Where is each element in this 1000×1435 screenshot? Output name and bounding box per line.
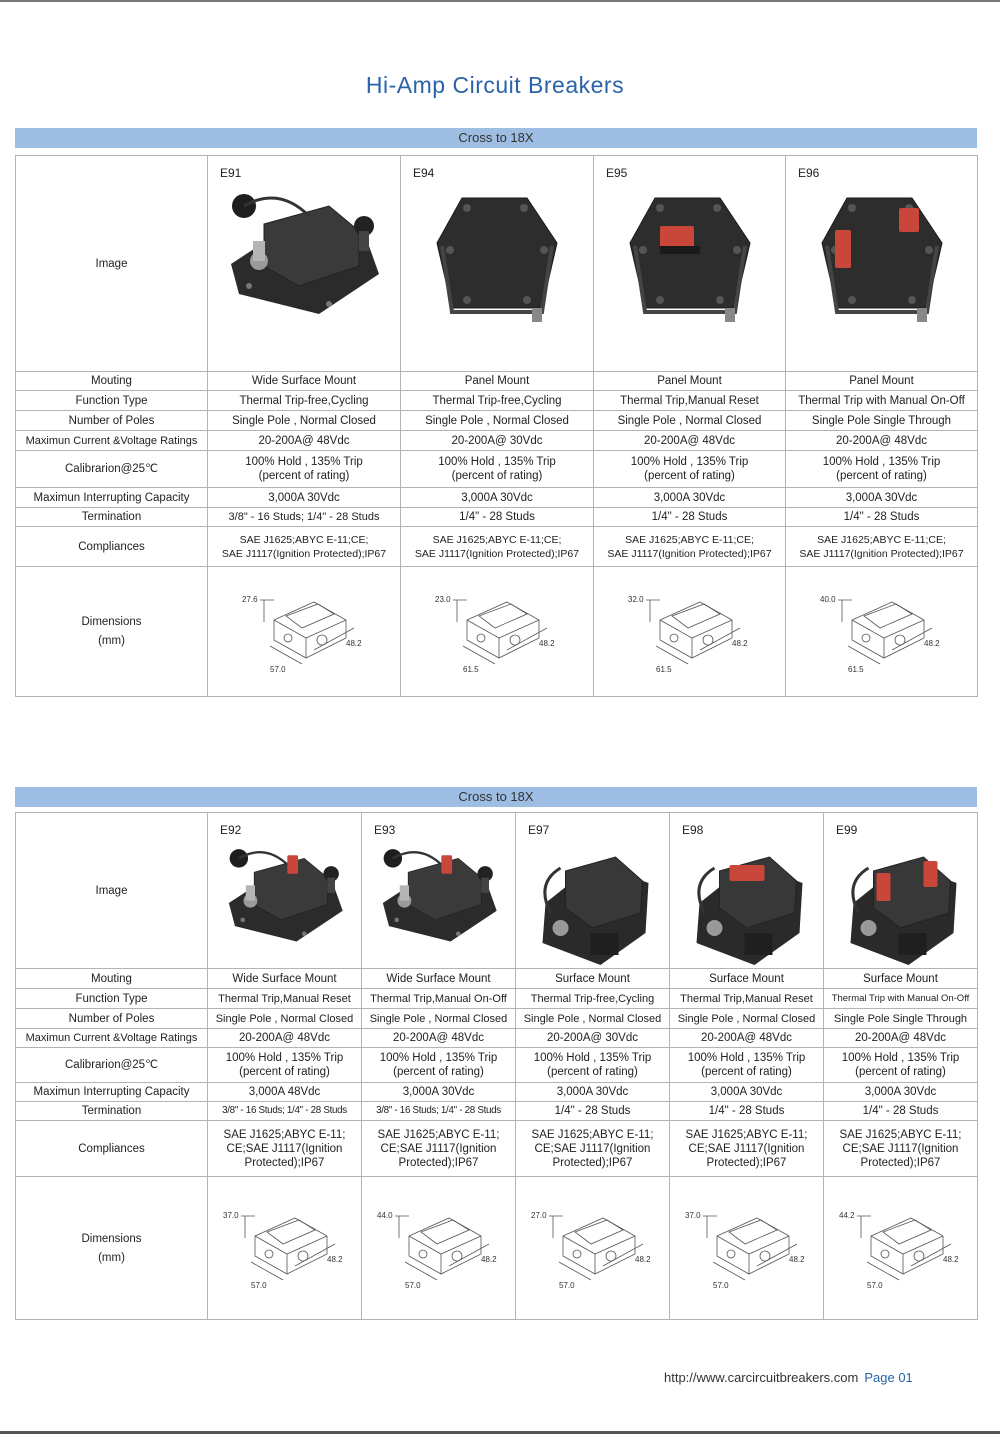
calibration-line: (percent of rating)	[547, 1066, 638, 1078]
table-2-header: Cross to 18X	[15, 787, 977, 807]
cell-termination: 3/8" - 16 Studs; 1/4" - 28 Studs	[208, 1102, 362, 1121]
cell-rating: 20-200A@ 48Vdc	[362, 1029, 516, 1048]
cell-rating: 20-200A@ 48Vdc	[594, 431, 786, 451]
dim-width: 48.2	[942, 1255, 959, 1264]
row-label-rating: Maximun Current &Voltage Ratings	[16, 1029, 208, 1048]
dimension-drawing	[831, 1196, 971, 1296]
table-1-header: Cross to 18X	[15, 128, 977, 148]
model-label: E95	[606, 166, 628, 180]
dimension-drawing	[369, 1196, 509, 1296]
row-label-poles: Number of Poles	[16, 1009, 208, 1029]
product-image-cell	[208, 156, 401, 372]
dim-height: 32.0	[627, 594, 644, 604]
cell-interrupting: 3,000A 48Vdc	[208, 1083, 362, 1102]
model-label: E94	[413, 166, 435, 180]
cell-mounting: Surface Mount	[516, 969, 670, 989]
row-label-dimensions	[16, 1177, 208, 1320]
dim-width: 48.2	[346, 638, 362, 648]
page-title: Hi-Amp Circuit Breakers	[365, 72, 625, 98]
dim-length: 61.5	[655, 664, 672, 674]
footer	[664, 1370, 913, 1385]
cell-rating: 20-200A@ 48Vdc	[670, 1029, 824, 1048]
cell-compliances	[670, 1121, 824, 1177]
cell-mounting: Surface Mount	[670, 969, 824, 989]
breaker-surface-reset-icon	[684, 843, 809, 968]
dim-width: 48.2	[326, 1255, 343, 1264]
row-label-image: Image	[16, 813, 208, 969]
cell-calibration	[516, 1048, 670, 1083]
row-label-poles: Number of Poles	[16, 411, 208, 431]
bottom-rule	[0, 1431, 1000, 1434]
cell-termination: 1/4" - 28 Studs	[670, 1102, 824, 1121]
compliance-line: SAE J1625;ABYC E-11;	[531, 1128, 654, 1141]
product-image-cell	[594, 156, 786, 372]
cell-poles: Single Pole , Normal Closed	[516, 1009, 670, 1029]
dim-height: 37.0	[684, 1211, 701, 1220]
row-label-rating: Maximun Current &Voltage Ratings	[16, 431, 208, 451]
cell-interrupting: 3,000A 30Vdc	[594, 488, 786, 508]
compliance-line: SAE J1625;ABYC E-11;	[685, 1128, 808, 1141]
cell-interrupting: 3,000A 30Vdc	[824, 1083, 978, 1102]
model-label: E93	[374, 823, 396, 837]
compliance-line: Protected);IP67	[398, 1156, 479, 1169]
cell-dimensions	[401, 567, 594, 697]
compliance-line: SAE J1625;ABYC E-11;	[839, 1128, 962, 1141]
cell-mounting: Wide Surface Mount	[208, 969, 362, 989]
row-label-termination: Termination	[16, 1102, 208, 1121]
cell-poles: Single Pole , Normal Closed	[594, 411, 786, 431]
cell-compliances	[516, 1121, 670, 1177]
compliance-line: SAE J1625;ABYC E-11;CE;	[239, 533, 369, 546]
dimensions-unit: (mm)	[98, 635, 125, 647]
compliance-line: SAE J1625;ABYC E-11;	[223, 1128, 346, 1141]
model-label: E91	[220, 166, 242, 180]
row-label-compliances: Compliances	[16, 527, 208, 567]
cell-compliances	[594, 527, 786, 567]
cell-function: Thermal Trip with Manual On-Off	[786, 391, 978, 411]
calibration-line: (percent of rating)	[393, 1066, 484, 1078]
cell-interrupting: 3,000A 30Vdc	[786, 488, 978, 508]
row-label-interrupting: Maximun Interrupting Capacity	[16, 488, 208, 508]
row-label-image: Image	[16, 156, 208, 372]
calibration-line: (percent of rating)	[836, 470, 927, 482]
dim-height: 44.0	[376, 1211, 393, 1220]
cell-dimensions	[786, 567, 978, 697]
cell-compliances	[786, 527, 978, 567]
row-label-termination: Termination	[16, 508, 208, 527]
cell-compliances	[824, 1121, 978, 1177]
dim-width: 48.2	[539, 638, 555, 648]
compliance-line: SAE J1625;ABYC E-11;CE;	[817, 533, 946, 546]
cell-interrupting: 3,000A 30Vdc	[670, 1083, 824, 1102]
cell-rating: 20-200A@ 30Vdc	[401, 431, 594, 451]
cell-dimensions	[208, 567, 401, 697]
compliance-line: SAE J1117(Ignition Protected);IP67	[799, 547, 964, 560]
cell-interrupting: 3,000A 30Vdc	[516, 1083, 670, 1102]
dim-width: 48.2	[788, 1255, 805, 1264]
cell-termination: 1/4" - 28 Studs	[594, 508, 786, 527]
cell-poles: Single Pole Single Through	[824, 1009, 978, 1029]
dim-width: 48.2	[480, 1255, 497, 1264]
cell-poles: Single Pole , Normal Closed	[208, 1009, 362, 1029]
dim-width: 48.2	[634, 1255, 651, 1264]
compliance-line: Protected);IP67	[552, 1156, 633, 1169]
breaker-surface-onoff-icon	[838, 843, 963, 968]
dim-length: 57.0	[270, 664, 286, 674]
dimension-drawing	[812, 580, 952, 680]
calibration-line: 100% Hold , 135% Trip	[379, 1052, 498, 1064]
cell-termination: 1/4" - 28 Studs	[824, 1102, 978, 1121]
row-label-function: Function Type	[16, 391, 208, 411]
product-image-cell	[670, 813, 824, 969]
dim-length: 57.0	[404, 1281, 421, 1290]
cell-function: Thermal Trip-free,Cycling	[516, 989, 670, 1009]
calibration-line: 100% Hold , 135% Trip	[533, 1052, 652, 1064]
dim-length: 57.0	[558, 1281, 575, 1290]
row-label-calibration: Calibrarion@25℃	[16, 1048, 208, 1083]
calibration-line: 100% Hold , 135% Trip	[841, 1052, 960, 1064]
cell-rating: 20-200A@ 48Vdc	[208, 431, 401, 451]
cell-interrupting: 3,000A 30Vdc	[362, 1083, 516, 1102]
compliance-line: SAE J1625;ABYC E-11;	[377, 1128, 500, 1141]
cell-compliances	[208, 1121, 362, 1177]
cell-mounting: Panel Mount	[594, 372, 786, 391]
cell-interrupting: 3,000A 30Vdc	[401, 488, 594, 508]
compliance-line: CE;SAE J1117(Ignition	[534, 1142, 651, 1155]
cell-mounting: Panel Mount	[401, 372, 594, 391]
product-image-cell	[824, 813, 978, 969]
dimension-drawing	[234, 580, 374, 680]
dim-height: 27.6	[242, 594, 258, 604]
dimensions-label: Dimensions	[81, 1232, 142, 1245]
cell-termination: 1/4" - 28 Studs	[516, 1102, 670, 1121]
cell-interrupting: 3,000A 30Vdc	[208, 488, 401, 508]
cell-dimensions	[594, 567, 786, 697]
compliance-line: Protected);IP67	[860, 1156, 941, 1169]
dim-length: 61.5	[463, 664, 479, 674]
calibration-line: 100% Hold , 135% Trip	[438, 456, 556, 468]
breaker-panel-reset-icon	[625, 188, 755, 328]
product-image-cell	[362, 813, 516, 969]
cell-termination: 3/8" - 16 Studs; 1/4" - 28 Studs	[208, 508, 401, 527]
calibration-line: (percent of rating)	[451, 470, 543, 482]
cell-dimensions	[824, 1177, 978, 1320]
cell-function: Thermal Trip,Manual Reset	[208, 989, 362, 1009]
row-label-mounting: Mouting	[16, 969, 208, 989]
cell-mounting: Panel Mount	[786, 372, 978, 391]
calibration-line: (percent of rating)	[701, 1066, 792, 1078]
dim-width: 48.2	[731, 638, 748, 648]
cell-termination: 3/8" - 16 Studs; 1/4" - 28 Studs	[362, 1102, 516, 1121]
calibration-line: 100% Hold , 135% Trip	[630, 456, 749, 468]
model-label: E98	[682, 823, 704, 837]
cell-calibration	[208, 451, 401, 488]
calibration-line: 100% Hold , 135% Trip	[245, 456, 363, 468]
calibration-line: (percent of rating)	[644, 470, 735, 482]
dimension-drawing	[215, 1196, 355, 1296]
calibration-line: 100% Hold , 135% Trip	[687, 1052, 806, 1064]
cell-calibration	[594, 451, 786, 488]
cell-calibration	[208, 1048, 362, 1083]
breaker-wide-surface-icon	[219, 186, 389, 316]
dimension-drawing	[523, 1196, 663, 1296]
cell-termination: 1/4" - 28 Studs	[401, 508, 594, 527]
dim-length: 61.5	[847, 664, 864, 674]
cell-rating: 20-200A@ 48Vdc	[786, 431, 978, 451]
dimension-drawing	[620, 580, 760, 680]
calibration-line: (percent of rating)	[239, 1066, 330, 1078]
cell-function: Thermal Trip-free,Cycling	[208, 391, 401, 411]
breaker-wide-reset-icon	[215, 843, 355, 943]
cell-mounting: Wide Surface Mount	[208, 372, 401, 391]
compliance-line: SAE J1117(Ignition Protected);IP67	[607, 547, 772, 560]
cell-function: Thermal Trip,Manual On-Off	[362, 989, 516, 1009]
row-label-compliances: Compliances	[16, 1121, 208, 1177]
breaker-surface-icon	[530, 843, 655, 968]
cell-function: Thermal Trip-free,Cycling	[401, 391, 594, 411]
dimension-drawing	[677, 1196, 817, 1296]
dim-length: 57.0	[866, 1281, 883, 1290]
top-rule	[0, 0, 1000, 2]
cell-compliances	[401, 527, 594, 567]
product-image-cell	[516, 813, 670, 969]
dim-height: 37.0	[222, 1211, 239, 1220]
row-label-interrupting: Maximun Interrupting Capacity	[16, 1083, 208, 1102]
dimensions-unit: (mm)	[98, 1251, 125, 1264]
compliance-line: SAE J1625;ABYC E-11;CE;	[625, 533, 754, 546]
breaker-wide-onoff-icon	[369, 843, 509, 943]
product-image-cell	[401, 156, 594, 372]
dim-height: 27.0	[530, 1211, 547, 1220]
calibration-line: 100% Hold , 135% Trip	[822, 456, 941, 468]
compliance-line: CE;SAE J1117(Ignition	[226, 1142, 343, 1155]
compliance-line: SAE J1117(Ignition Protected);IP67	[221, 547, 387, 560]
compliance-line: CE;SAE J1117(Ignition	[688, 1142, 805, 1155]
spec-table-2	[15, 812, 978, 1320]
cell-mounting: Surface Mount	[824, 969, 978, 989]
cell-dimensions	[362, 1177, 516, 1320]
cell-function: Thermal Trip with Manual On-Off	[824, 989, 978, 1009]
cell-function: Thermal Trip,Manual Reset	[594, 391, 786, 411]
model-label: E99	[836, 823, 858, 837]
cell-calibration	[670, 1048, 824, 1083]
dim-height: 44.2	[838, 1211, 855, 1220]
cell-compliances	[362, 1121, 516, 1177]
dim-width: 48.2	[923, 638, 940, 648]
breaker-panel-icon	[432, 188, 562, 328]
cell-poles: Single Pole , Normal Closed	[362, 1009, 516, 1029]
cell-poles: Single Pole , Normal Closed	[401, 411, 594, 431]
compliance-line: CE;SAE J1117(Ignition	[842, 1142, 959, 1155]
product-image-cell	[786, 156, 978, 372]
row-label-calibration: Calibrarion@25℃	[16, 451, 208, 488]
cell-poles: Single Pole , Normal Closed	[208, 411, 401, 431]
compliance-line: Protected);IP67	[244, 1156, 325, 1169]
model-label: E92	[220, 823, 242, 837]
product-image-cell	[208, 813, 362, 969]
row-image	[16, 156, 978, 372]
footer-url[interactable]: http://www.carcircuitbreakers.com	[664, 1370, 859, 1385]
row-label-mounting: Mouting	[16, 372, 208, 391]
cell-calibration	[401, 451, 594, 488]
cell-poles: Single Pole Single Through	[786, 411, 978, 431]
row-image	[16, 813, 978, 969]
row-label-function: Function Type	[16, 989, 208, 1009]
dim-height: 23.0	[435, 594, 451, 604]
page-number: Page 01	[864, 1370, 913, 1385]
row-label-dimensions	[16, 567, 208, 697]
calibration-line: (percent of rating)	[855, 1066, 946, 1078]
cell-calibration	[786, 451, 978, 488]
cell-function: Thermal Trip,Manual Reset	[670, 989, 824, 1009]
dim-length: 57.0	[250, 1281, 267, 1290]
cell-dimensions	[670, 1177, 824, 1320]
cell-poles: Single Pole , Normal Closed	[670, 1009, 824, 1029]
compliance-line: Protected);IP67	[706, 1156, 787, 1169]
compliance-line: SAE J1117(Ignition Protected);IP67	[414, 547, 580, 560]
cell-mounting: Wide Surface Mount	[362, 969, 516, 989]
calibration-line: (percent of rating)	[258, 470, 350, 482]
calibration-line: 100% Hold , 135% Trip	[225, 1052, 344, 1064]
dim-length: 57.0	[712, 1281, 729, 1290]
dimensions-label: Dimensions	[81, 616, 142, 628]
cell-rating: 20-200A@ 48Vdc	[208, 1029, 362, 1048]
model-label: E97	[528, 823, 550, 837]
dim-height: 40.0	[819, 594, 836, 604]
cell-calibration	[824, 1048, 978, 1083]
cell-dimensions	[208, 1177, 362, 1320]
cell-dimensions	[516, 1177, 670, 1320]
spec-table-1	[15, 155, 978, 697]
breaker-panel-onoff-icon	[817, 188, 947, 328]
cell-rating: 20-200A@ 48Vdc	[824, 1029, 978, 1048]
cell-compliances	[208, 527, 401, 567]
model-label: E96	[798, 166, 820, 180]
cell-rating: 20-200A@ 30Vdc	[516, 1029, 670, 1048]
cell-calibration	[362, 1048, 516, 1083]
compliance-line: SAE J1625;ABYC E-11;CE;	[432, 533, 562, 546]
cell-termination: 1/4" - 28 Studs	[786, 508, 978, 527]
compliance-line: CE;SAE J1117(Ignition	[380, 1142, 497, 1155]
dimension-drawing	[427, 580, 567, 680]
